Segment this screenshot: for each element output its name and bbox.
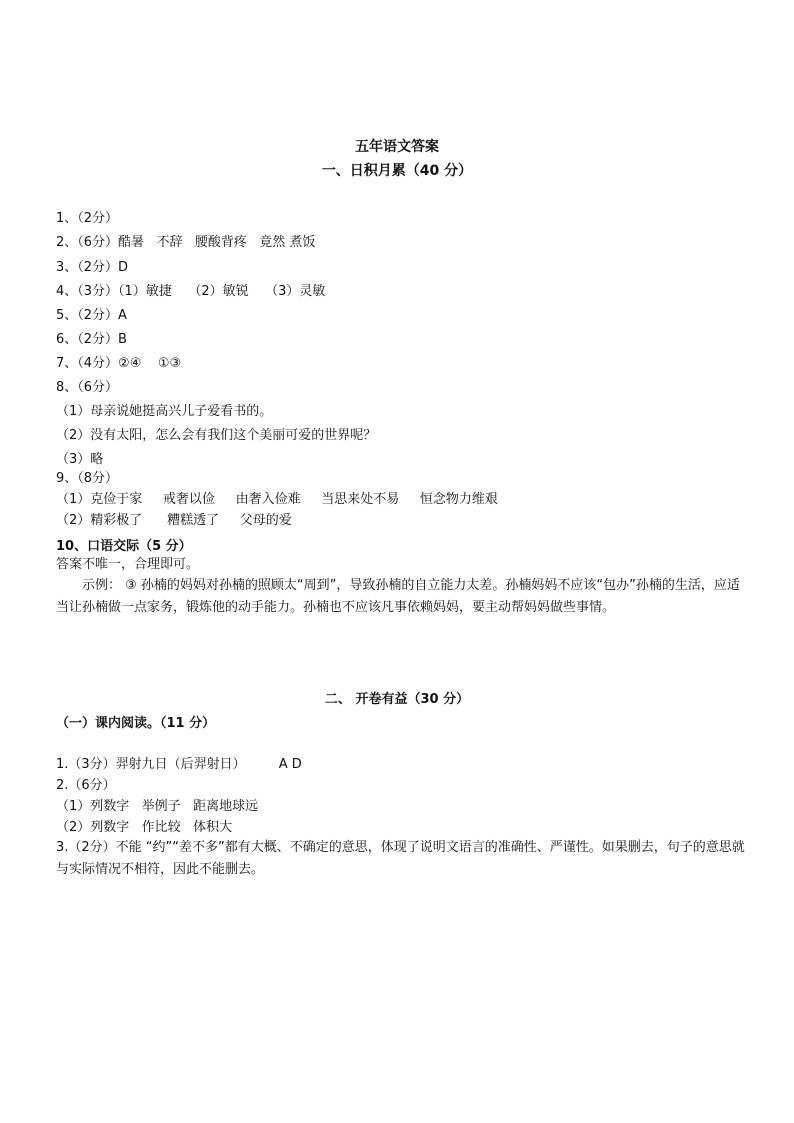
- answer-line: 9、（8分）: [56, 471, 119, 486]
- answer-line: 3、（2分）D: [56, 260, 129, 275]
- answer-paragraph: 3.（2分）不能 “约”“差不多”都有大概、不确定的意思，体现了说明文语言的准确性、严谨性。如果删去，句子的意思就与实际情况不相符，因此不能删去。: [56, 840, 745, 877]
- answer-line: （1）列数字 举例子 距离地球远: [56, 799, 259, 814]
- answer-line: （1）母亲说她挺高兴儿子爱看书的。: [56, 404, 273, 419]
- answer-line: 2、（6分）酷暑 不辞 腰酸背疼 竟然 煮饭: [56, 235, 316, 250]
- answer-line: （2）没有太阳，怎么会有我们这个美丽可爱的世界呢？: [56, 428, 377, 443]
- answer-line: （3）略: [56, 452, 104, 467]
- answer-line: 7、（4分）②④ ①③: [56, 356, 182, 371]
- question-10-title: 10、口语交际（5 分）: [56, 539, 192, 554]
- answer-line: （2）精彩极了 糟糕透了 父母的爱: [56, 513, 292, 528]
- answer-line: 2.（6分）: [56, 778, 116, 793]
- answer-line: 5、（2分）A: [56, 308, 127, 323]
- document-title: 五年语文答案: [355, 139, 439, 155]
- answer-line: 8、（6分）: [56, 380, 119, 395]
- answer-line: 6、（2分）B: [56, 332, 127, 347]
- answer-line: 4、（3分）（1）敏捷 （2）敏锐 （3）灵敏: [56, 284, 326, 299]
- section-heading-2: 二、 开卷有益（30 分）: [324, 692, 470, 707]
- answer-line: 1.（3分）羿射九日（后羿射日） A D: [56, 757, 302, 772]
- subsection-heading: （一）课内阅读。（11 分）: [56, 716, 216, 731]
- answer-line: （1）克俭于家 戒奢以俭 由奢入俭难 当思来处不易 恒念物力维艰: [56, 492, 498, 507]
- answer-line: （2）列数字 作比较 体积大: [56, 820, 233, 835]
- answer-line: 1、（2分）: [56, 211, 119, 226]
- section-heading-1: 一、日积月累（40 分）: [321, 163, 473, 179]
- answer-line: 答案不唯一，合理即可。: [56, 557, 200, 572]
- example-paragraph: 示例： ③ 孙楠的妈妈对孙楠的照顾太“周到”，导致孙楠的自立能力太差。孙楠妈妈不应该“包办”孙楠的生活，应适当让孙楠做一点家务，锻炼他的动手能力。孙楠也不应该凡事依赖妈妈，要主动帮妈妈做些事情。: [56, 578, 740, 615]
